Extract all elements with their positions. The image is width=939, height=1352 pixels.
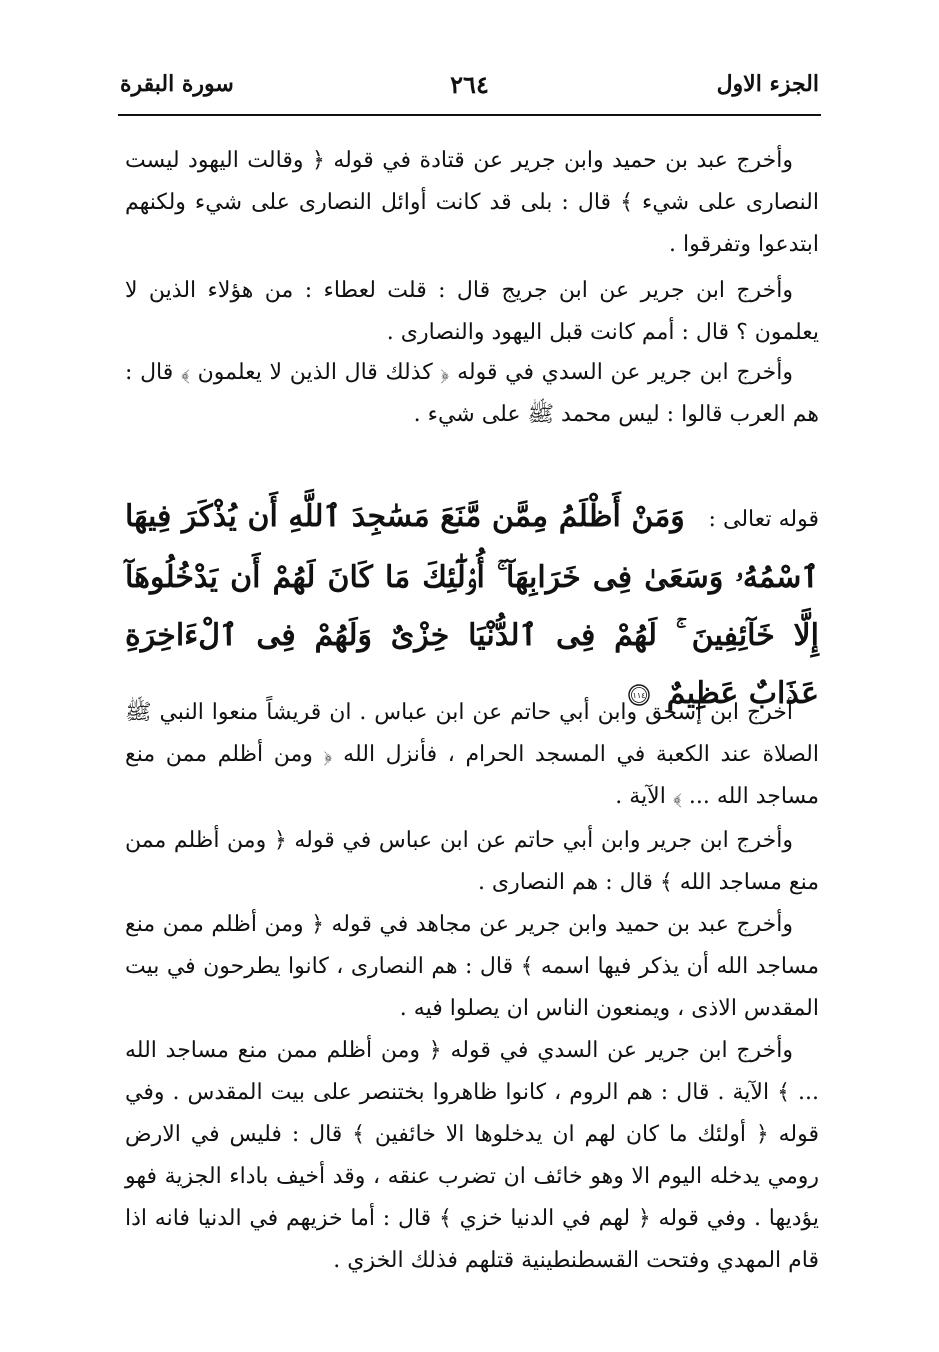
paragraph-text: وأخرج ابن جرير وابن أبي حاتم عن ابن عباس في قوله ﴿ ومن أظلم ممن منع مساجد الله ﴾ قال : هم النصارى . bbox=[125, 828, 819, 895]
paragraph-text: وأخرج عبد بن حميد وابن جرير عن مجاهد في قوله ﴿ ومن أظلم ممن منع مساجد الله أن يذكر فيها اسمه ﴾ قال : هم النصارى ، كانوا يطرحون في بيت المقدس الاذى ، ويمنعون الناس ان يصلوا فيه . bbox=[125, 912, 819, 1021]
ayah-number: ١١٤ bbox=[632, 691, 646, 700]
paragraph-ibn-ishaq bbox=[125, 692, 819, 818]
quran-verse bbox=[125, 488, 819, 723]
surah-label: سورة البقرة bbox=[120, 71, 234, 97]
paragraph-suddi-1 bbox=[125, 352, 819, 436]
page-number: ٢٦٤ bbox=[450, 69, 489, 99]
paragraph-text: وأخرج ابن جرير عن ابن جريج قال : قلت لعطاء : من هؤلاء الذين لا يعلمون ؟ قال : أمم كانت قبل اليهود والنصارى . bbox=[125, 278, 819, 345]
paragraph-text: أخرج ابن إسحق وابن أبي حاتم عن ابن عباس . ان قريشاً منعوا النبي ﷺ الصلاة عند الكعبة في المسجد الحرام ، فأنزل الله ﴿ ومن أظلم ممن منع مساجد الله ... ﴾ الآية . bbox=[125, 700, 819, 809]
paragraph-mujahid bbox=[125, 904, 819, 1030]
paragraph-ibn-abbas bbox=[125, 820, 819, 904]
verse-intro: قوله تعالى : bbox=[708, 507, 819, 532]
paragraph-qatadah bbox=[125, 140, 819, 266]
header-divider bbox=[118, 114, 821, 116]
paragraph-text: وأخرج ابن جرير عن السدي في قوله ﴿ كذلك قال الذين لا يعلمون ﴾ قال : هم العرب قالوا : ليس محمد ﷺ على شيء . bbox=[125, 360, 819, 427]
verse-text: وَمَنْ أَظْلَمُ مِمَّن مَّنَعَ مَسَٰجِدَ ٱللَّهِ أَن يُذْكَرَ فِيهَا ٱسْمُهُۥ وَسَعَىٰ فِى خَرَابِهَآ ۚ أُو۟لَٰٓئِكَ مَا كَانَ لَهُمْ أَن يَدْخُلُوهَآ إِلَّا خَآئِفِينَ ۚ لَهُمْ فِى ٱلدُّنْيَا خِزْىٌ وَلَهُمْ فِى ٱلْءَاخِرَةِ عَذَابٌ عَظِيمٌ bbox=[125, 499, 819, 711]
running-header bbox=[120, 62, 819, 106]
part-label: الجزء الاول bbox=[716, 71, 819, 97]
paragraph-suddi-2 bbox=[125, 1030, 819, 1282]
paragraph-text: وأخرج عبد بن حميد وابن جرير عن قتادة في قوله ﴿ وقالت اليهود ليست النصارى على شيء ﴾ قال : بلى قد كانت أوائل النصارى على شيء ولكنهم ابتدعوا وتفرقوا . bbox=[125, 148, 819, 257]
paragraph-ibn-jurayj bbox=[125, 270, 819, 354]
paragraph-text: وأخرج ابن جرير عن السدي في قوله ﴿ ومن أظلم ممن منع مساجد الله ... ﴾ الآية . قال : هم الروم ، كانوا ظاهروا بختنصر على بيت المقدس . وفي قوله ﴿ أولئك ما كان لهم ان يدخلوها الا خائفين ﴾ قال : فليس في الارض رومي يدخله اليوم الا وهو خائف ان تضرب عنقه ، وقد أخيف باداء الجزية فهو يؤديها . وفي قوله ﴿ لهم في الدنيا خزي ﴾ قال : أما خزيهم في الدنيا فانه اذا قام المهدي وفتحت القسطنطينية قتلهم فذلك الخزي . bbox=[125, 1038, 819, 1273]
